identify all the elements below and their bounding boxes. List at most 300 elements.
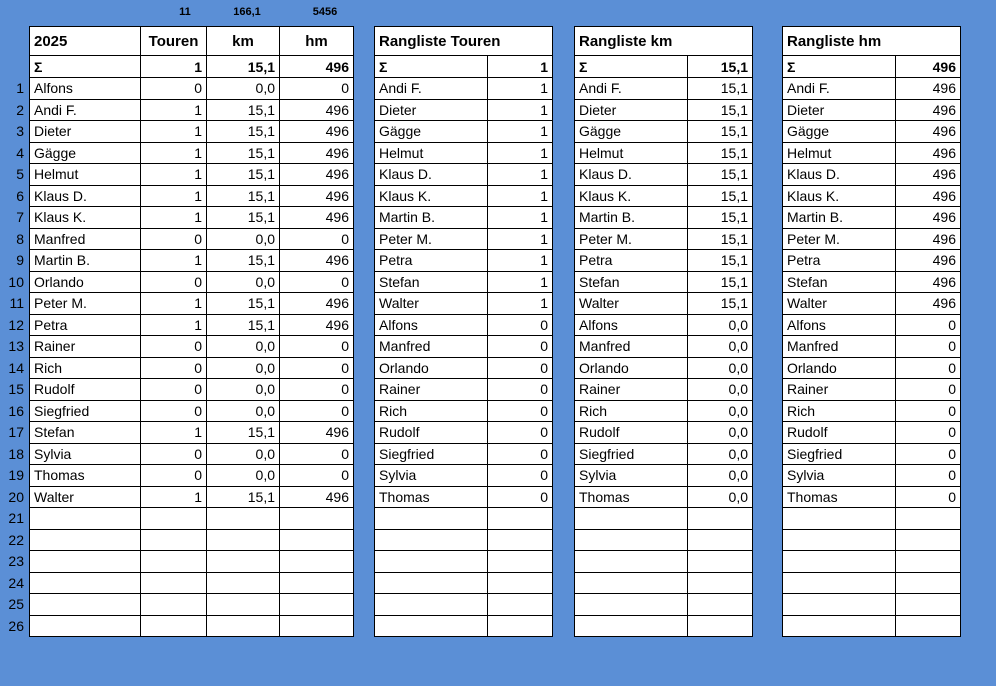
table-row [575,293,753,315]
name-cell[interactable]: Helmut [575,142,688,164]
empty-cell[interactable] [488,508,553,530]
name-cell[interactable]: Walter [30,486,141,508]
km-cell[interactable]: 15,1 [207,142,280,164]
value-cell[interactable]: 0 [488,465,553,487]
touren-cell[interactable]: 1 [141,486,207,508]
touren-cell[interactable]: 1 [141,422,207,444]
name-cell[interactable]: Klaus K. [575,185,688,207]
sum-hm[interactable]: 496 [280,56,354,78]
name-cell[interactable]: Sylvia [575,465,688,487]
touren-cell[interactable]: 1 [141,142,207,164]
value-cell[interactable]: 15,1 [688,207,753,229]
empty-cell[interactable] [207,572,280,594]
value-cell[interactable]: 0 [488,357,553,379]
empty-cell[interactable] [688,529,753,551]
km-cell[interactable]: 15,1 [207,293,280,315]
empty-cell[interactable] [783,572,896,594]
value-cell[interactable]: 0 [896,400,961,422]
empty-cell[interactable] [141,615,207,637]
hm-cell[interactable]: 496 [280,121,354,143]
empty-cell[interactable] [141,551,207,573]
value-cell[interactable]: 15,1 [688,293,753,315]
hm-cell[interactable]: 0 [280,78,354,100]
empty-cell[interactable] [488,594,553,616]
name-cell[interactable]: Peter M. [575,228,688,250]
row-number: 8 [16,230,24,247]
km-cell[interactable]: 15,1 [207,99,280,121]
name-cell[interactable]: Helmut [375,142,488,164]
touren-cell[interactable]: 1 [141,207,207,229]
value-cell[interactable]: 0 [488,400,553,422]
empty-cell[interactable] [896,551,961,573]
value-cell[interactable]: 0 [488,379,553,401]
name-cell[interactable]: Klaus K. [30,207,141,229]
name-cell[interactable]: Dieter [783,99,896,121]
value-cell[interactable]: 496 [896,293,961,315]
value-cell[interactable]: 0 [896,336,961,358]
empty-cell[interactable] [783,615,896,637]
table-row [375,142,553,164]
value-cell[interactable]: 496 [896,142,961,164]
name-cell[interactable]: Alfons [783,314,896,336]
empty-cell[interactable] [207,615,280,637]
touren-cell[interactable]: 1 [141,293,207,315]
touren-cell[interactable]: 0 [141,379,207,401]
km-cell[interactable]: 15,1 [207,121,280,143]
name-cell[interactable]: Orlando [30,271,141,293]
name-cell[interactable]: Sylvia [375,465,488,487]
hm-cell[interactable]: 496 [280,164,354,186]
rank-km-table [574,26,753,637]
value-cell[interactable]: 0,0 [688,422,753,444]
value-cell[interactable]: 0,0 [688,443,753,465]
name-cell[interactable]: Stefan [30,422,141,444]
name-cell[interactable]: Siegfried [30,400,141,422]
name-cell[interactable]: Manfred [375,336,488,358]
km-cell[interactable]: 0,0 [207,400,280,422]
value-cell[interactable]: 496 [896,185,961,207]
empty-cell[interactable] [896,594,961,616]
empty-cell[interactable] [375,615,488,637]
name-cell[interactable]: Alfons [575,314,688,336]
touren-cell[interactable]: 1 [141,314,207,336]
table-row [783,78,961,100]
name-cell[interactable]: Martin B. [30,250,141,272]
name-cell[interactable]: Manfred [30,228,141,250]
hm-cell[interactable]: 496 [280,293,354,315]
table-row [783,293,961,315]
value-cell[interactable]: 0 [488,336,553,358]
empty-cell[interactable] [141,529,207,551]
touren-cell[interactable]: 1 [141,185,207,207]
empty-cell[interactable] [280,572,354,594]
name-cell[interactable]: Orlando [575,357,688,379]
hm-header: hm [280,27,354,56]
empty-row [575,572,753,594]
table-row [575,99,753,121]
value-cell[interactable]: 15,1 [688,121,753,143]
name-cell[interactable]: Sylvia [783,465,896,487]
name-cell[interactable]: Rich [783,400,896,422]
km-cell[interactable]: 15,1 [207,250,280,272]
value-cell[interactable]: 15,1 [688,250,753,272]
row-number: 15 [8,381,24,398]
table-row [30,314,354,336]
value-cell[interactable]: 0 [896,443,961,465]
name-cell[interactable]: Rainer [575,379,688,401]
km-cell[interactable]: 15,1 [207,422,280,444]
value-cell[interactable]: 1 [488,185,553,207]
empty-cell[interactable] [896,572,961,594]
name-cell[interactable]: Orlando [783,357,896,379]
name-cell[interactable]: Gägge [375,121,488,143]
sum-value[interactable]: 496 [896,56,961,78]
row-number: 7 [16,209,24,226]
touren-cell[interactable]: 1 [141,164,207,186]
empty-cell[interactable] [688,594,753,616]
value-cell[interactable]: 0 [896,422,961,444]
value-cell[interactable]: 1 [488,207,553,229]
empty-cell[interactable] [375,572,488,594]
km-cell[interactable]: 15,1 [207,185,280,207]
km-cell[interactable]: 15,1 [207,164,280,186]
empty-cell[interactable] [30,551,141,573]
value-cell[interactable]: 0,0 [688,400,753,422]
table-row [30,78,354,100]
value-cell[interactable]: 0,0 [688,379,753,401]
name-cell[interactable]: Gägge [575,121,688,143]
sum-value[interactable]: 1 [488,56,553,78]
km-cell[interactable]: 0,0 [207,379,280,401]
empty-cell[interactable] [896,529,961,551]
value-cell[interactable]: 496 [896,271,961,293]
empty-cell[interactable] [207,594,280,616]
name-cell[interactable]: Rainer [30,336,141,358]
value-cell[interactable]: 0 [488,314,553,336]
table-row [783,185,961,207]
table-row [783,271,961,293]
value-cell[interactable]: 496 [896,250,961,272]
touren-cell[interactable]: 0 [141,228,207,250]
empty-cell[interactable] [207,508,280,530]
empty-cell[interactable] [30,508,141,530]
sum-touren[interactable]: 1 [141,56,207,78]
name-cell[interactable]: Siegfried [783,443,896,465]
value-cell[interactable]: 496 [896,99,961,121]
table-row [375,228,553,250]
value-cell[interactable]: 0,0 [688,465,753,487]
value-cell[interactable]: 15,1 [688,228,753,250]
hm-cell[interactable]: 496 [280,99,354,121]
value-cell[interactable]: 496 [896,228,961,250]
name-cell[interactable]: Rudolf [30,379,141,401]
value-cell[interactable]: 1 [488,78,553,100]
name-cell[interactable]: Peter M. [375,228,488,250]
hm-cell[interactable]: 0 [280,465,354,487]
table-row [783,207,961,229]
table-row [30,185,354,207]
empty-cell[interactable] [280,594,354,616]
hm-cell[interactable]: 496 [280,207,354,229]
name-cell[interactable]: Rich [375,400,488,422]
value-cell[interactable]: 15,1 [688,185,753,207]
name-cell[interactable]: Rudolf [375,422,488,444]
empty-cell[interactable] [688,615,753,637]
name-cell[interactable]: Thomas [375,486,488,508]
name-cell[interactable]: Siegfried [575,443,688,465]
total-hm: 5456 [312,6,338,18]
empty-cell[interactable] [575,529,688,551]
value-cell[interactable]: 0,0 [688,314,753,336]
table-row [30,99,354,121]
hm-cell[interactable]: 0 [280,357,354,379]
empty-cell[interactable] [375,551,488,573]
name-cell[interactable]: Petra [783,250,896,272]
empty-row [783,529,961,551]
name-cell[interactable]: Walter [575,293,688,315]
table-row [783,142,961,164]
empty-cell[interactable] [783,551,896,573]
hm-cell[interactable]: 0 [280,379,354,401]
name-cell[interactable]: Klaus K. [375,185,488,207]
name-cell[interactable]: Andi F. [30,99,141,121]
name-cell[interactable]: Gägge [30,142,141,164]
name-cell[interactable]: Dieter [375,99,488,121]
km-cell[interactable]: 0,0 [207,271,280,293]
value-cell[interactable]: 0 [896,357,961,379]
value-cell[interactable]: 15,1 [688,271,753,293]
value-cell[interactable]: 15,1 [688,164,753,186]
name-cell[interactable]: Klaus D. [30,185,141,207]
value-cell[interactable]: 0,0 [688,336,753,358]
name-cell[interactable]: Petra [375,250,488,272]
value-cell[interactable]: 1 [488,142,553,164]
touren-cell[interactable]: 0 [141,357,207,379]
empty-cell[interactable] [783,594,896,616]
hm-cell[interactable]: 496 [280,422,354,444]
value-cell[interactable]: 496 [896,78,961,100]
touren-cell[interactable]: 0 [141,271,207,293]
name-cell[interactable]: Rainer [375,379,488,401]
empty-cell[interactable] [783,529,896,551]
table-row [575,207,753,229]
value-cell[interactable]: 496 [896,207,961,229]
empty-cell[interactable] [488,572,553,594]
empty-cell[interactable] [375,594,488,616]
touren-cell[interactable]: 1 [141,99,207,121]
hm-cell[interactable]: 0 [280,271,354,293]
value-cell[interactable]: 0 [488,422,553,444]
km-cell[interactable]: 0,0 [207,357,280,379]
empty-cell[interactable] [575,508,688,530]
touren-cell[interactable]: 1 [141,250,207,272]
name-cell[interactable]: Thomas [575,486,688,508]
name-cell[interactable]: Walter [783,293,896,315]
empty-cell[interactable] [30,594,141,616]
table-row [783,379,961,401]
hm-cell[interactable]: 0 [280,228,354,250]
km-cell[interactable]: 15,1 [207,486,280,508]
table-row [783,121,961,143]
name-cell[interactable]: Petra [30,314,141,336]
empty-cell[interactable] [488,551,553,573]
empty-cell[interactable] [896,615,961,637]
name-cell[interactable]: Martin B. [783,207,896,229]
hm-cell[interactable]: 496 [280,486,354,508]
table-row [30,207,354,229]
table-row [783,336,961,358]
name-cell[interactable]: Klaus K. [783,185,896,207]
name-cell[interactable]: Helmut [30,164,141,186]
name-cell[interactable]: Rainer [783,379,896,401]
empty-cell[interactable] [488,529,553,551]
sum-km[interactable]: 15,1 [207,56,280,78]
touren-cell[interactable]: 1 [141,121,207,143]
name-cell[interactable]: Martin B. [575,207,688,229]
value-cell[interactable]: 0,0 [688,357,753,379]
name-cell[interactable]: Gägge [783,121,896,143]
empty-cell[interactable] [375,508,488,530]
table-row [783,99,961,121]
value-cell[interactable]: 15,1 [688,78,753,100]
value-cell[interactable]: 1 [488,293,553,315]
name-cell[interactable]: Manfred [575,336,688,358]
table-row [30,379,354,401]
touren-cell[interactable]: 0 [141,400,207,422]
name-cell[interactable]: Peter M. [30,293,141,315]
value-cell[interactable]: 1 [488,99,553,121]
km-cell[interactable]: 0,0 [207,336,280,358]
table-row [30,293,354,315]
table-row [575,164,753,186]
empty-cell[interactable] [575,594,688,616]
km-cell[interactable]: 0,0 [207,443,280,465]
hm-cell[interactable]: 0 [280,336,354,358]
empty-cell[interactable] [575,615,688,637]
value-cell[interactable]: 0 [488,486,553,508]
name-cell[interactable]: Klaus D. [783,164,896,186]
empty-cell[interactable] [30,529,141,551]
hm-cell[interactable]: 496 [280,185,354,207]
name-cell[interactable]: Helmut [783,142,896,164]
rank-hm-sum-row [783,56,961,78]
empty-cell[interactable] [488,615,553,637]
empty-cell[interactable] [688,508,753,530]
value-cell[interactable]: 1 [488,271,553,293]
name-cell[interactable]: Thomas [783,486,896,508]
name-cell[interactable]: Martin B. [375,207,488,229]
km-cell[interactable]: 0,0 [207,465,280,487]
empty-cell[interactable] [280,529,354,551]
empty-cell[interactable] [30,615,141,637]
km-cell[interactable]: 15,1 [207,314,280,336]
empty-cell[interactable] [141,572,207,594]
hm-cell[interactable]: 496 [280,314,354,336]
name-cell[interactable]: Stefan [375,271,488,293]
name-cell[interactable]: Klaus D. [575,164,688,186]
empty-cell[interactable] [207,551,280,573]
value-cell[interactable]: 0 [896,465,961,487]
empty-cell[interactable] [280,615,354,637]
empty-cell[interactable] [141,594,207,616]
empty-cell[interactable] [688,572,753,594]
name-cell[interactable]: Walter [375,293,488,315]
touren-cell[interactable]: 0 [141,465,207,487]
name-cell[interactable]: Dieter [30,121,141,143]
km-cell[interactable]: 0,0 [207,78,280,100]
value-cell[interactable]: 0 [896,379,961,401]
value-cell[interactable]: 15,1 [688,99,753,121]
empty-cell[interactable] [280,551,354,573]
name-cell[interactable]: Peter M. [783,228,896,250]
name-cell[interactable]: Petra [575,250,688,272]
value-cell[interactable]: 15,1 [688,142,753,164]
table-row [575,78,753,100]
name-cell[interactable]: Rudolf [783,422,896,444]
name-cell[interactable]: Orlando [375,357,488,379]
name-cell[interactable]: Stefan [575,271,688,293]
name-cell[interactable]: Sylvia [30,443,141,465]
value-cell[interactable]: 0 [896,486,961,508]
empty-cell[interactable] [207,529,280,551]
touren-cell[interactable]: 0 [141,336,207,358]
name-cell[interactable]: Alfons [375,314,488,336]
value-cell[interactable]: 1 [488,121,553,143]
name-cell[interactable]: Alfons [30,78,141,100]
sum-value[interactable]: 15,1 [688,56,753,78]
name-cell[interactable]: Thomas [30,465,141,487]
value-cell[interactable]: 496 [896,164,961,186]
value-cell[interactable]: 1 [488,228,553,250]
empty-cell[interactable] [30,572,141,594]
empty-cell[interactable] [688,551,753,573]
empty-cell[interactable] [375,529,488,551]
km-cell[interactable]: 0,0 [207,228,280,250]
value-cell[interactable]: 1 [488,250,553,272]
empty-cell[interactable] [783,508,896,530]
value-cell[interactable]: 496 [896,121,961,143]
name-cell[interactable]: Andi F. [575,78,688,100]
name-cell[interactable]: Andi F. [783,78,896,100]
empty-cell[interactable] [280,508,354,530]
hm-cell[interactable]: 0 [280,400,354,422]
touren-cell[interactable]: 0 [141,78,207,100]
value-cell[interactable]: 0 [488,443,553,465]
name-cell[interactable]: Dieter [575,99,688,121]
km-cell[interactable]: 15,1 [207,207,280,229]
hm-cell[interactable]: 496 [280,142,354,164]
value-cell[interactable]: 0 [896,314,961,336]
name-cell[interactable]: Rich [575,400,688,422]
name-cell[interactable]: Manfred [783,336,896,358]
empty-cell[interactable] [141,508,207,530]
value-cell[interactable]: 1 [488,164,553,186]
row-number: 19 [8,467,24,484]
name-cell[interactable]: Stefan [783,271,896,293]
hm-cell[interactable]: 0 [280,443,354,465]
name-cell[interactable]: Rich [30,357,141,379]
hm-cell[interactable]: 496 [280,250,354,272]
touren-cell[interactable]: 0 [141,443,207,465]
empty-cell[interactable] [896,508,961,530]
empty-cell[interactable] [575,572,688,594]
name-cell[interactable]: Rudolf [575,422,688,444]
value-cell[interactable]: 0,0 [688,486,753,508]
empty-cell[interactable] [575,551,688,573]
name-cell[interactable]: Klaus D. [375,164,488,186]
name-cell[interactable]: Siegfried [375,443,488,465]
name-cell[interactable]: Andi F. [375,78,488,100]
